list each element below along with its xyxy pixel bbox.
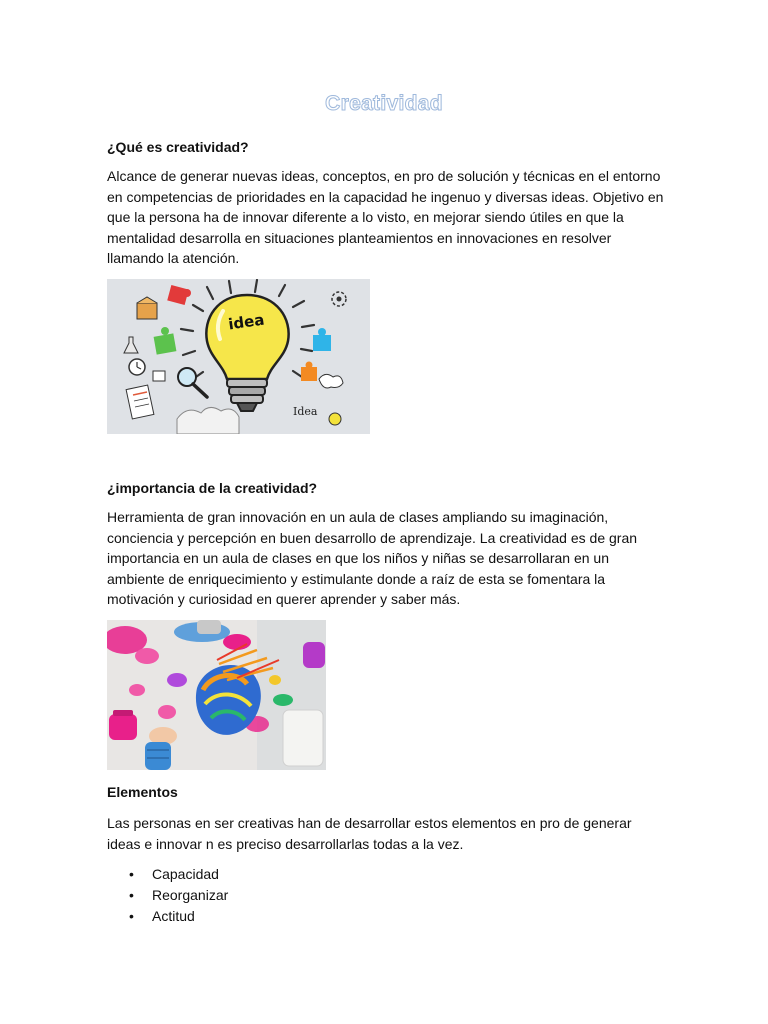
- heading-importancia: ¿importancia de la creatividad?: [107, 480, 318, 496]
- doodle-cloud-icon: [319, 374, 343, 388]
- bullet-icon: •: [129, 887, 134, 903]
- kids-painting-image: [107, 620, 326, 770]
- cup-icon: [153, 371, 165, 381]
- kids-painting-photo: [107, 620, 326, 770]
- small-idea-text: Idea: [293, 405, 318, 418]
- bullet-icon: •: [129, 908, 134, 924]
- heading-elementos: Elementos: [107, 784, 178, 800]
- list-item: • Reorganizar: [107, 885, 228, 906]
- list-item: • Actitud: [107, 906, 228, 927]
- paragraph-definition: Alcance de generar nuevas ideas, conceptos, en pro de solución y técnicas en el entorno en competencias de prioridades en la capacidad he ingenuo y diversas ideas. Objetivo en que la persona ha de innovar diferente a lo visto, en mejorar siendo útiles en que la mentalidad desarrolla en situaciones planteamientos en innovaciones en resolver llamando la atención.: [107, 168, 664, 267]
- paragraph-elementos: Las personas en ser creativas han de desarrollar estos elementos en pro de generar ideas e innovar n es preciso desarrollarlas todas a la vez.: [107, 815, 632, 852]
- heading-que-es-creatividad: ¿Qué es creatividad?: [107, 139, 249, 155]
- document-title: Creatividad: [325, 92, 443, 115]
- doodle-clouds-bottom-icon: [177, 407, 239, 434]
- lightbulb-small-icon: [329, 413, 341, 425]
- elements-list: [107, 864, 228, 927]
- list-item: • Capacidad: [107, 864, 228, 885]
- bulb-idea-label: idea: [227, 310, 266, 334]
- bullet-icon: •: [129, 866, 134, 882]
- clock-icon: [129, 359, 145, 375]
- idea-lightbulb-image: [107, 279, 370, 434]
- paragraph-importancia: Herramienta de gran innovación en un aula de clases ampliando su imaginación, conciencia y percepción en buen desarrollo de aprendizaje. La creatividad es de gran importancia en un aula de clases en que los niños y niñas se desarrollaran en un ambiente de enriquecimiento y estimulante donde a raíz de esta se fomentara la motivación y curiosidad en querer aprender y saber más.: [107, 509, 638, 608]
- idea-lightbulb-illustration: [107, 279, 370, 434]
